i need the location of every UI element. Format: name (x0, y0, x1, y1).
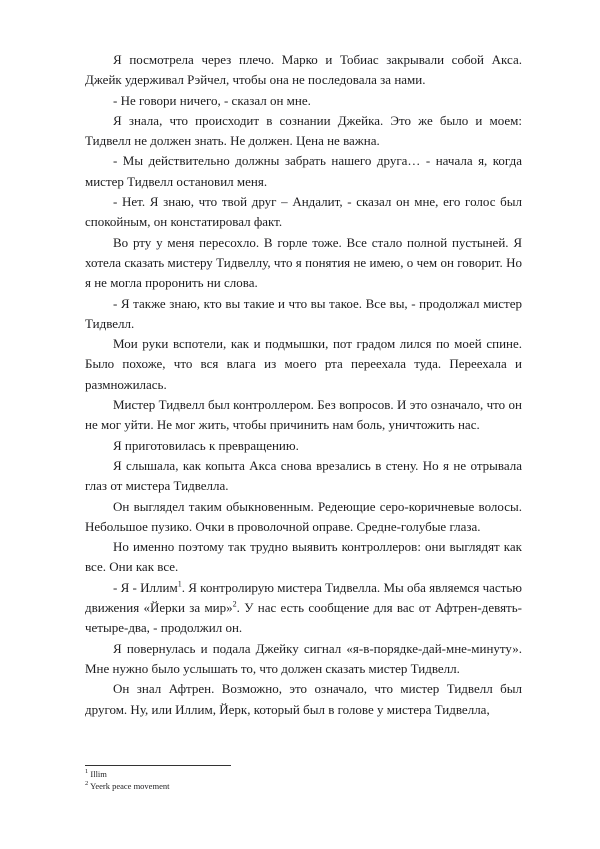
paragraph: - Я также знаю, кто вы такие и что вы такое. Все вы, - продолжал мистер Тидвелл. (85, 295, 522, 331)
paragraph-text: . Я контролирую мистера Тидвелла. Мы оба являемся частью движения «Йерки за мир» (85, 579, 522, 616)
footnote (85, 781, 522, 793)
paragraph: - Мы действительно должны забрать нашего друга… - начала я, когда мистер Тидвелл остановил меня. (85, 153, 522, 189)
paragraph: - Не говори ничего, - сказал он мне. (113, 92, 311, 108)
paragraph: - Нет. Я знаю, что твой друг – Андалит, - сказал он мне, его голос был спокойным, он констатировал факт. (85, 194, 522, 230)
paragraph: Мистер Тидвелл был контроллером. Без вопросов. И это означало, что он не мог уйти. Не мог жить, чтобы причинить нам боль, уничтожить нас. (85, 397, 522, 433)
footnote-marker: 1 (85, 768, 89, 776)
paragraph: Я повернулась и подала Джейку сигнал «я-в-порядке-дай-мне-минуту». Мне нужно было услышать то, что должен сказать мистер Тидвелл. (85, 640, 522, 676)
paragraph: Но именно поэтому так трудно выявить контроллеров: они выглядят как все. Они как все. (85, 539, 522, 575)
page-text (85, 50, 522, 720)
footnote-text: Illim (90, 769, 107, 779)
footnote-ref-1: 1 (177, 579, 182, 589)
footnote-ref-2: 2 (232, 599, 237, 609)
footnote (85, 769, 522, 781)
footnote-separator (85, 765, 231, 766)
paragraph: Я посмотрела через плечо. Марко и Тобиас закрывали собой Акса. Джейк удерживал Рэйчел, чтобы она не последовала за нами. (85, 52, 522, 88)
paragraph: Он выглядел таким обыкновенным. Редеющие серо-коричневые волосы. Небольшое пузико. Очки в проволочной оправе. Средне-голубые глаза. (85, 498, 522, 534)
paragraph-with-footnote-refs (85, 578, 522, 639)
footnote-marker: 2 (85, 779, 89, 787)
footnote-text: Yeerk peace movement (90, 780, 170, 791)
footnotes-section (85, 765, 522, 792)
paragraph-text: . У нас есть сообщение для вас от Афтрен-девять-четыре-два, - продолжил он. (85, 600, 522, 636)
paragraph: Я знала, что происходит в сознании Джейка. Это же было и моем: Тидвелл не должен знать. Не должен. Цена не важна. (85, 112, 522, 149)
paragraph: Во рту у меня пересохло. В горле тоже. Все стало полной пустыней. Я хотела сказать мистеру Тидвеллу, что я понятия не имею, о чем он говорит. Но я не могла проронить ни слова. (85, 234, 522, 291)
paragraph: Мои руки вспотели, как и подмышки, пот градом лился по моей спине. Было похоже, что вся влага из моего рта переехала туда. Переехала и размножилась. (85, 336, 522, 392)
paragraph: Я слышала, как копыта Акса снова врезались в стену. Но я не отрывала глаз от мистера Тидвелла. (85, 457, 522, 494)
paragraph: Я приготовилась к превращению. (113, 437, 299, 453)
paragraph: Он знал Афтрен. Возможно, это означало, что мистер Тидвелл был другом. Ну, или Иллим, Йерк, который был в голове у мистера Тидвелла, (85, 681, 522, 717)
paragraph-text: - Я - Иллим (113, 579, 178, 595)
